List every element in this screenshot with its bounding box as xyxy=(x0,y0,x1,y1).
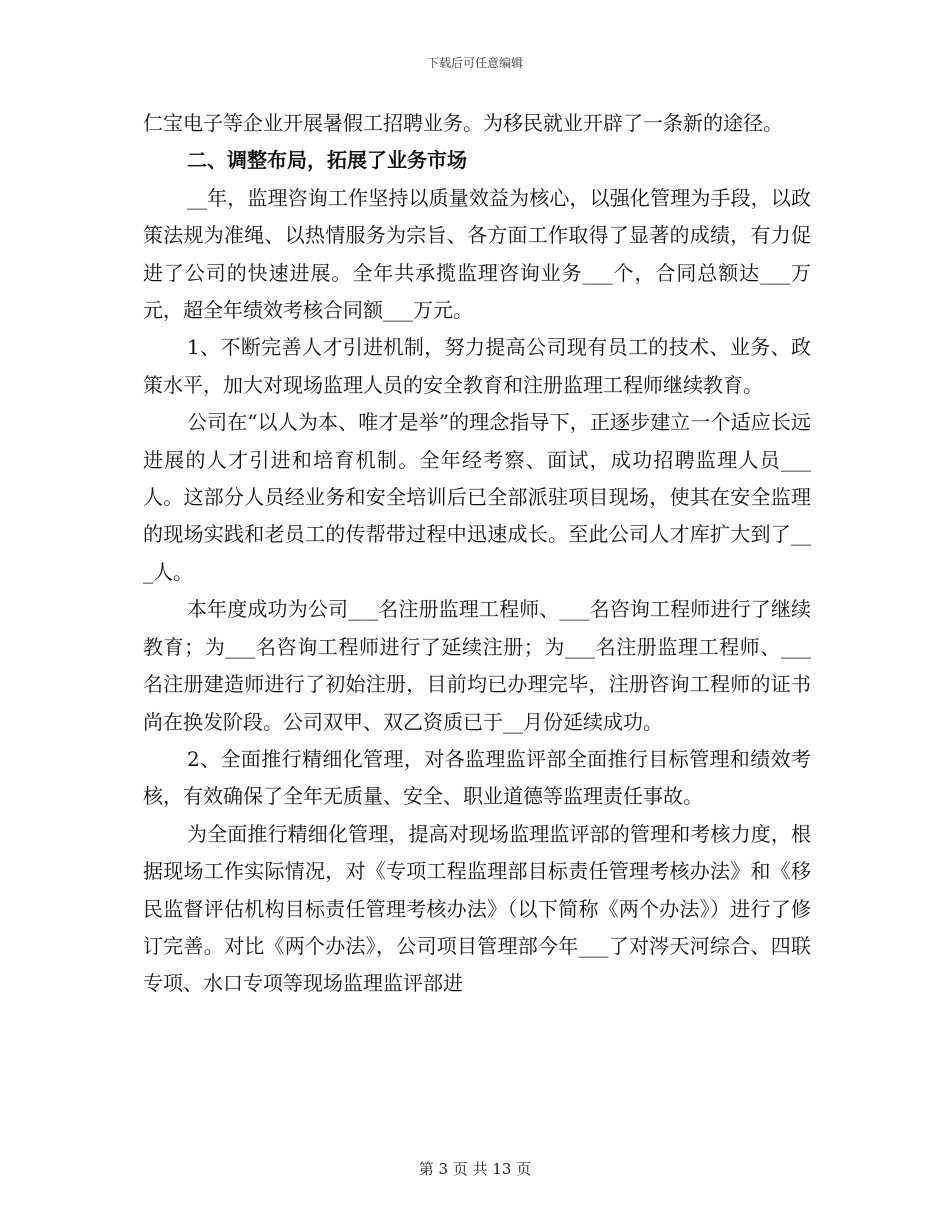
paragraph: 为全面推行精细化管理，提高对现场监理监评部的管理和考核力度，根据现场工作实际情况，对《专项工程监理部目标责任管理考核办法》和《移民监督评估机构目标责任管理考核办法》（以下简称《两个办法》）进行了修订完善。对比《两个办法》，公司项目管理部今年___了对涔天河综合、四联专项、水口专项等现场监理监评部进 xyxy=(143,821,811,996)
document-body xyxy=(143,105,811,1003)
page-header: 下载后可任意编辑 xyxy=(426,56,523,70)
paragraph-continuation: 仁宝电子等企业开展暑假工招聘业务。为移民就业开辟了一条新的途径。 xyxy=(143,111,783,135)
paragraph: 公司在“以人为本、唯才是举”的理念指导下，正逐步建立一个适应长远进展的人才引进和培育机制。全年经考察、面试，成功招聘监理人员___人。这部分人员经业务和安全培训后已全部派驻项目现场，使其在安全监理的现场实践和老员工的传帮带过程中迅速成长。至此公司人才库扩大到了___人。 xyxy=(143,410,811,584)
section-heading: 二、调整布局，拓展了业务市场 xyxy=(187,148,467,173)
page-number: 第 3 页 共 13 页 xyxy=(418,1160,532,1178)
paragraph: 1、不断完善人才引进机制，努力提高公司现有员工的技术、业务、政策水平，加大对现场监理人员的安全教育和注册监理工程师继续教育。 xyxy=(143,335,811,397)
paragraph: 本年度成功为公司___名注册监理工程师、___名咨询工程师进行了继续教育；为___名咨询工程师进行了延续注册；为___名注册监理工程师、___名注册建造师进行了初始注册，目前均已办理完毕，注册咨询工程师的证书尚在换发阶段。公司双甲、双乙资质已于__月份延续成功。 xyxy=(143,597,811,734)
paragraph: __年，监理咨询工作坚持以质量效益为核心，以强化管理为手段，以政策法规为准绳、以热情服务为宗旨、各方面工作取得了显著的成绩，有力促进了公司的快速进展。全年共承揽监理咨询业务___个，合同总额达___万元，超全年绩效考核合同额___万元。 xyxy=(143,185,811,323)
paragraph: 2、全面推行精细化管理，对各监理监评部全面推行目标管理和绩效考核，有效确保了全年无质量、安全、职业道德等监理责任事故。 xyxy=(143,746,811,809)
